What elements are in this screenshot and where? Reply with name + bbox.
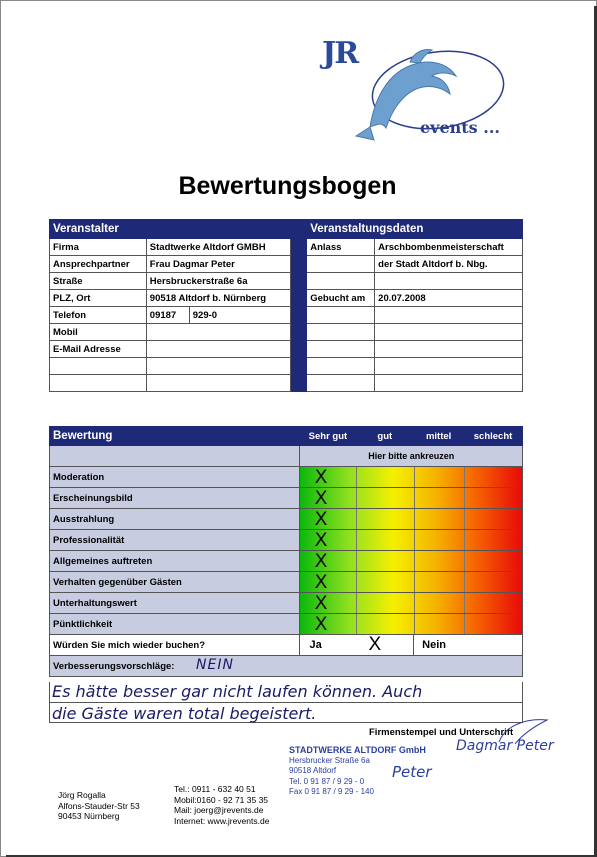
veranstaltung-label [307,307,375,324]
criterion-label: Moderation [50,467,300,488]
veranstaltung-label [307,256,375,273]
stamp-city: 90518 Altdorf [289,766,337,775]
signature-handwriting-2: Peter [392,763,432,781]
instruction-spacer [50,446,300,467]
rating-gradient [300,467,522,487]
scale-divider [356,593,357,613]
veranstalter-value[interactable] [146,341,291,358]
rating-mark: X [314,550,328,572]
rating-table [49,426,523,677]
veranstaltung-label [307,358,375,375]
scale-divider [356,572,357,592]
scale-divider [356,467,357,487]
scale-divider [464,467,465,487]
veranstalter-value-2[interactable]: 929-0 [189,307,291,324]
criterion-label: Professionalität [50,530,300,551]
rating-scale[interactable] [300,488,523,509]
veranstalter-value[interactable]: Hersbruckerstraße 6a [146,273,291,290]
scale-divider [464,593,465,613]
veranstalter-value[interactable]: Stadtwerke Altdorf GMBH [146,239,291,256]
scale-divider [464,572,465,592]
veranstalter-value[interactable] [146,358,291,375]
blue-divider [291,324,307,341]
blue-divider [291,290,307,307]
criterion-label: Erscheinungsbild [50,488,300,509]
veranstaltung-value[interactable] [375,307,523,324]
scale-gut: gut [356,427,414,446]
footer-tel: Tel.: 0911 - 632 40 51 [174,784,256,794]
veranstaltung-value[interactable] [375,273,523,290]
footer-internet[interactable]: Internet: www.jrevents.de [174,815,270,826]
signature-flourish [495,716,555,746]
footer-mail[interactable]: Mail: joerg@jrevents.de [174,805,264,815]
scale-divider [414,572,415,592]
veranstaltung-value[interactable]: 20.07.2008 [375,290,523,307]
rating-mark: X [314,487,328,509]
footer-address [58,790,140,822]
suggestions-row [50,656,523,677]
blue-divider [291,307,307,324]
rating-gradient [300,593,522,613]
blue-divider [291,239,307,256]
comment-handwritten-2: die Gäste waren total begeistert. [52,704,317,723]
info-row [50,239,523,256]
rating-scale[interactable] [300,572,523,593]
scale-divider [414,593,415,613]
scale-divider [414,509,415,529]
rating-row [50,572,523,593]
scale-divider [356,509,357,529]
rating-scale[interactable] [300,530,523,551]
criterion-label: Unterhaltungswert [50,593,300,614]
scale-divider [414,551,415,571]
page-title: Bewertungsbogen [178,172,397,200]
veranstaltung-label: Anlass [307,239,375,256]
rating-gradient [300,488,522,508]
info-row [50,341,523,358]
veranstalter-label: Straße [50,273,147,290]
info-row [50,290,523,307]
rating-row [50,509,523,530]
veranstalter-label: E-Mail Adresse [50,341,147,358]
rating-mark: X [314,529,328,551]
scale-divider [414,488,415,508]
info-row [50,358,523,375]
blue-divider [291,358,307,375]
stamp-tel: Tel. 0 91 87 / 9 29 - 0 [289,776,365,786]
veranstaltung-value[interactable]: der Stadt Altdorf b. Nbg. [375,256,523,273]
bewertung-header: Bewertung [50,427,300,446]
scale-divider [414,614,415,634]
rating-mark: X [314,466,328,488]
rating-row [50,530,523,551]
event-info-table [49,219,523,392]
info-row [50,375,523,392]
info-row [50,273,523,290]
scale-schlecht: schlecht [464,427,523,446]
rating-mark: X [314,613,328,635]
footer-mobil: Mobil:0160 - 92 71 35 35 [174,794,269,805]
footer-contact [174,784,269,826]
scale-divider [356,551,357,571]
veranstalter-label: Firma [50,239,147,256]
suggestions-label: Verbesserungsvorschläge: [53,660,175,672]
rating-gradient [300,572,522,592]
stamp-fax: Fax 0 91 87 / 9 29 - 140 [289,787,374,796]
veranstalter-label: PLZ, Ort [50,290,147,307]
blue-divider [291,220,307,239]
scale-divider [464,614,465,634]
veranstaltung-label [307,375,375,392]
scale-divider [464,509,465,529]
veranstaltung-label [307,324,375,341]
veranstaltung-label: Gebucht am [307,290,375,307]
signature-label: Firmenstempel und Unterschrift [369,727,514,738]
veranstaltung-value[interactable]: Arschbombenmeisterschaft [375,239,523,256]
signature-handwriting-1: Dagmar Peter [456,738,554,754]
rating-gradient [300,530,522,550]
criterion-label: Allgemeines auftreten [50,551,300,572]
veranstalter-header: Veranstalter [50,220,291,239]
rating-row [50,488,523,509]
comment-line-1 [49,702,523,703]
veranstalter-label: Mobil [50,324,147,341]
footer-city: 90453 Nürnberg [58,811,120,821]
veranstalter-label: Ansprechpartner [50,256,147,273]
scale-divider [356,488,357,508]
veranstalter-label [50,375,147,392]
rebook-question: Würden Sie mich wieder buchen? [50,635,300,656]
rebook-mark: X [368,634,382,655]
criterion-label: Pünktlichkeit [50,614,300,635]
veranstalter-value[interactable]: Frau Dagmar Peter [146,256,291,273]
logo-jr-text: JR [322,36,358,71]
rating-mark: X [314,508,328,530]
comment-border-left [49,682,50,722]
comment-handwritten-1: Es hätte besser gar nicht laufen können. Auch [52,682,423,701]
info-row [50,324,523,341]
rating-mark: X [314,571,328,593]
rebook-yes-cell[interactable] [300,635,414,656]
rebook-yes-label: Ja [309,639,322,651]
rebook-no-label[interactable]: Nein [414,635,523,656]
stamp-name: STADTWERKE ALTDORF GmbH [289,745,426,755]
suggestions-handwritten: NEIN [196,657,234,673]
scale-divider [464,530,465,550]
veranstaltung-label [307,341,375,358]
scale-mittel: mittel [414,427,464,446]
blue-divider [291,341,307,358]
scale-divider [356,530,357,550]
veranstaltung-value[interactable] [375,341,523,358]
instruction-text: Hier bitte ankreuzen [300,446,523,467]
info-row [50,256,523,273]
scale-divider [464,488,465,508]
veranstaltung-label [307,273,375,290]
veranstaltung-value[interactable] [375,375,523,392]
veranstaltung-header: Veranstaltungsdaten [307,220,523,239]
veranstalter-value[interactable] [146,324,291,341]
rating-gradient [300,614,522,634]
veranstalter-value[interactable] [146,375,291,392]
rating-scale[interactable] [300,551,523,572]
veranstalter-label [50,358,147,375]
rating-mark: X [314,592,328,614]
logo-events-text: events ... [420,118,500,137]
rating-row [50,593,523,614]
scale-divider [464,551,465,571]
stamp-street: Hersbrucker Straße 6a [289,755,370,765]
scale-divider [356,614,357,634]
rating-scale[interactable] [300,509,523,530]
blue-divider [291,273,307,290]
rating-row [50,614,523,635]
scale-divider [414,530,415,550]
rating-scale[interactable] [300,614,523,635]
criterion-label: Ausstrahlung [50,509,300,530]
blue-divider [291,256,307,273]
veranstaltung-value[interactable] [375,324,523,341]
footer-name: Jörg Rogalla [58,790,106,800]
rating-gradient [300,551,522,571]
rating-scale[interactable] [300,467,523,488]
rating-scale[interactable] [300,593,523,614]
rating-row [50,551,523,572]
veranstaltung-value[interactable] [375,358,523,375]
rating-gradient [300,509,522,529]
veranstalter-value[interactable]: 09187 [146,307,189,324]
veranstalter-label: Telefon [50,307,147,324]
info-row [50,307,523,324]
scale-divider [414,467,415,487]
criterion-label: Verhalten gegenüber Gästen [50,572,300,593]
footer-street: Alfons-Stauder-Str 53 [58,800,140,811]
veranstalter-value[interactable]: 90518 Altdorf b. Nürnberg [146,290,291,307]
scale-sehr-gut: Sehr gut [300,427,356,446]
rating-row [50,467,523,488]
blue-divider [291,375,307,392]
